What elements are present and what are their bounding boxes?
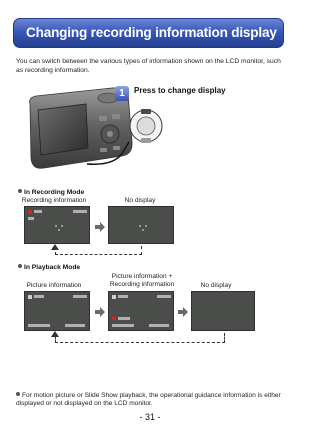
callout-connector: [85, 140, 131, 168]
recording-mode-title: In Recording Mode: [18, 189, 84, 196]
arrow-right-icon: [95, 307, 105, 317]
page-number: - 31 -: [139, 412, 161, 422]
step-label: Press to change display: [134, 86, 226, 95]
playback-no-display-label: No display: [200, 282, 232, 289]
loop-arrow-up-icon: [51, 244, 59, 250]
recording-info-screen: [24, 206, 90, 244]
playback-no-display-screen: [191, 291, 255, 331]
playback-cycle-loop: [55, 333, 225, 343]
arrow-right-icon: [178, 307, 188, 317]
bullet-icon: [16, 392, 20, 396]
bullet-icon: [18, 189, 22, 193]
picture-recording-info-label: Picture information + Recording information: [109, 273, 175, 289]
picture-info-screen: [24, 291, 90, 331]
loop-arrow-up-icon: [51, 331, 59, 337]
intro-text: You can switch between the various types of information shown on the LCD monitor, such as recording information.: [16, 58, 281, 74]
page-title: Changing recording information display: [13, 18, 284, 48]
footnote: For motion picture or Slide Show playback, the operational guidance information is either displayed or not displayed on the LCD monitor.: [16, 392, 281, 408]
step-number: 1: [115, 86, 129, 101]
histogram-indicator-icon: [112, 316, 116, 320]
bullet-icon: [18, 264, 22, 268]
no-display-label: No display: [124, 197, 156, 204]
no-display-screen: [108, 206, 174, 244]
record-indicator-icon: [28, 210, 32, 214]
recording-cycle-loop: [55, 246, 142, 255]
display-button-callout-icon: [128, 104, 164, 148]
playback-mode-title: In Playback Mode: [18, 264, 80, 271]
picture-recording-info-screen: [108, 291, 174, 331]
playback-icon: [28, 295, 32, 299]
recording-info-label: Recording information: [21, 197, 87, 204]
playback-icon: [112, 295, 116, 299]
picture-info-label: Picture information: [26, 282, 82, 289]
arrow-right-icon: [95, 222, 105, 232]
